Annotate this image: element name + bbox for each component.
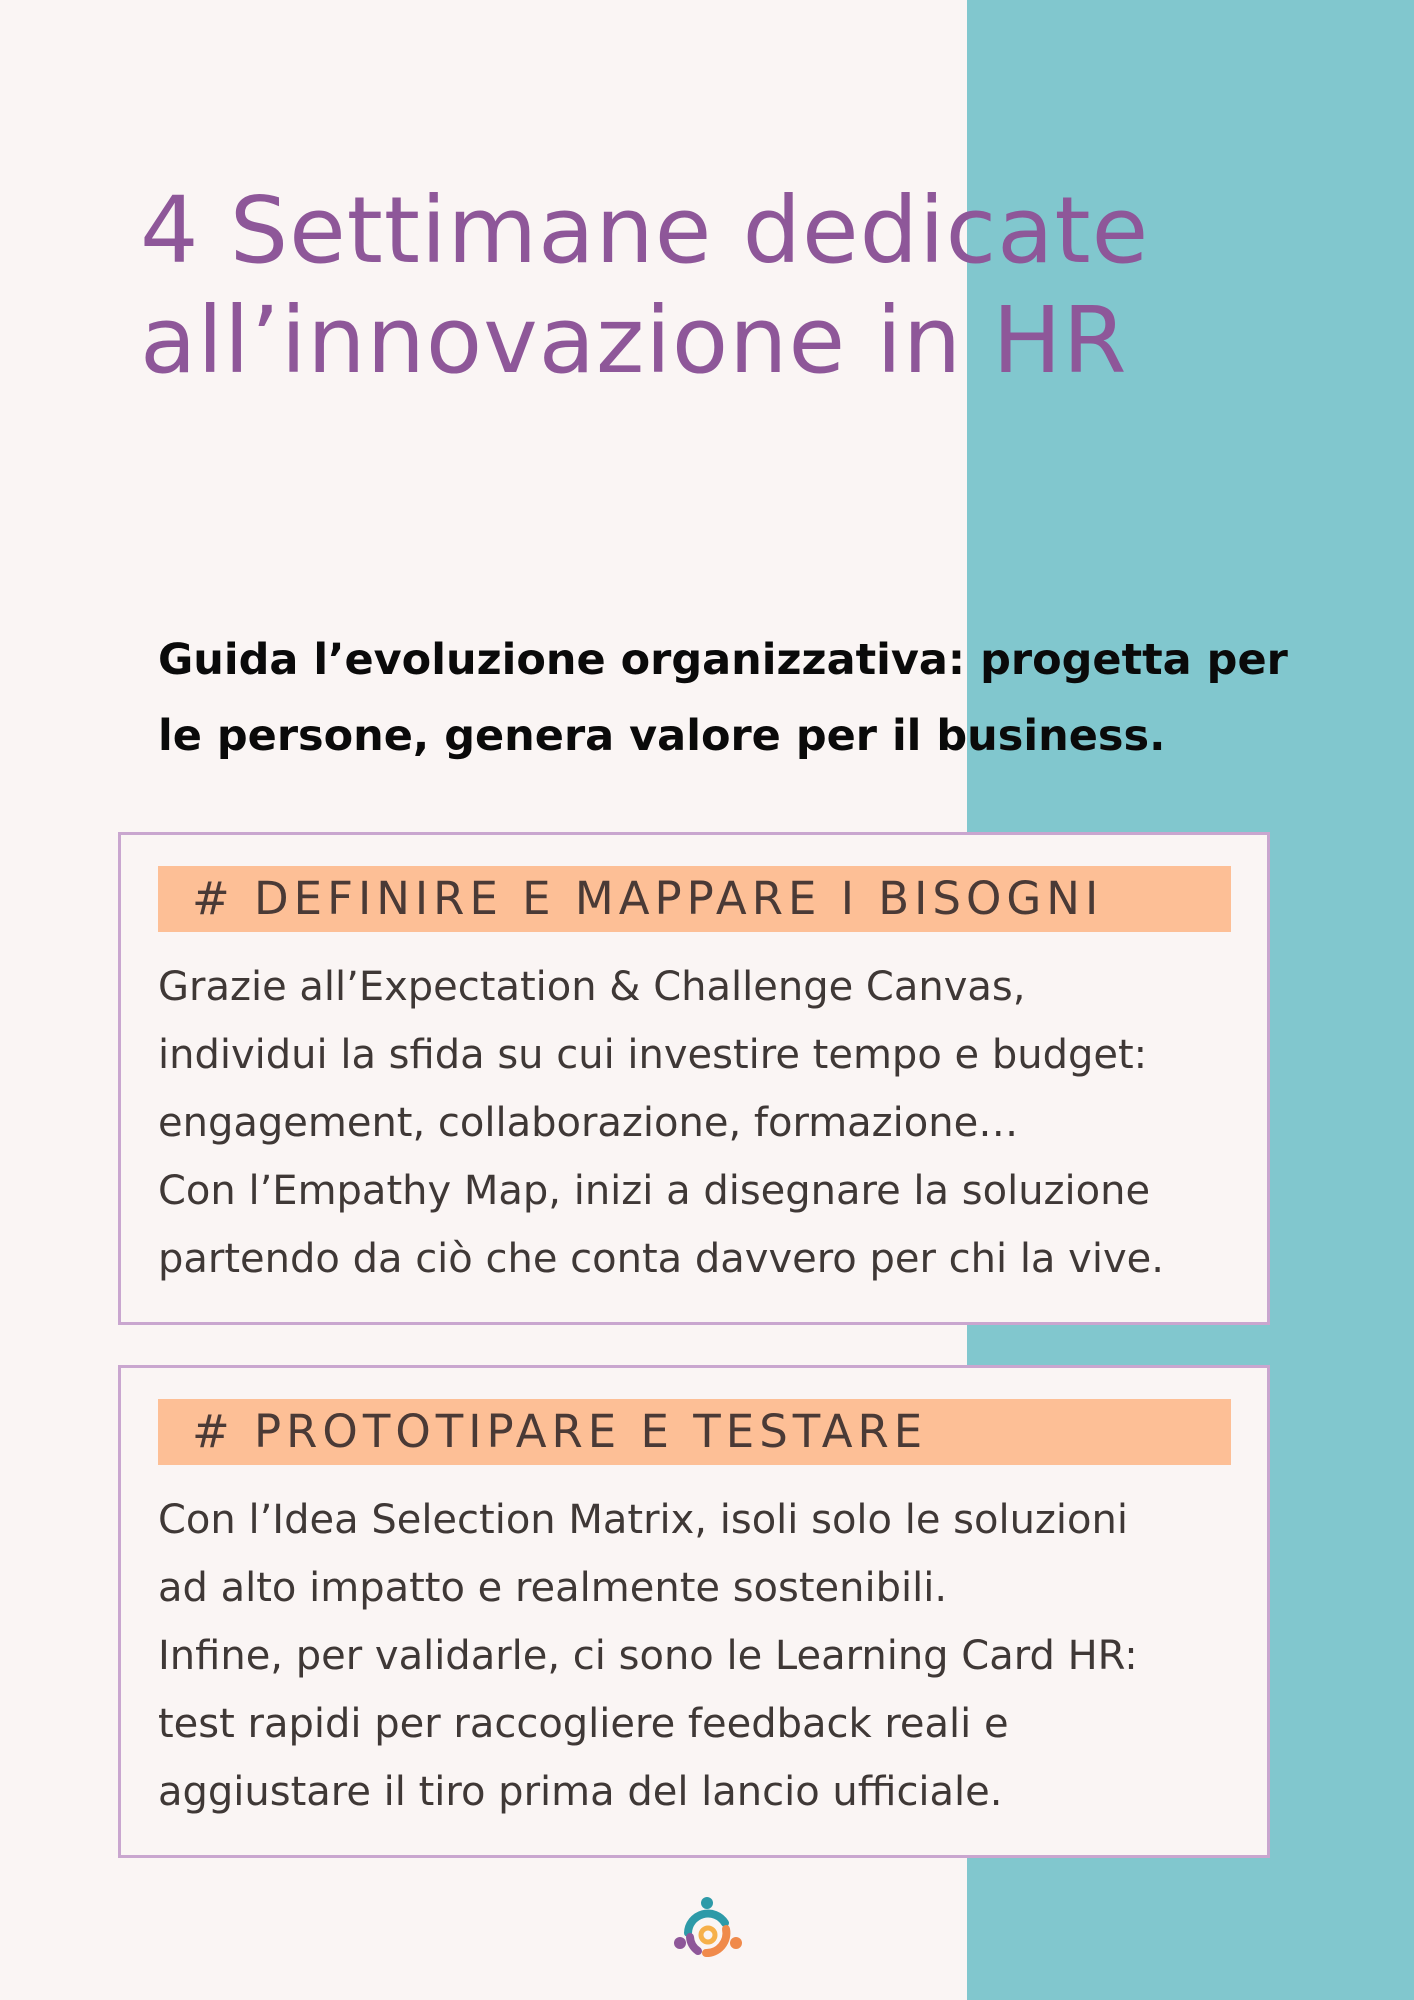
section-body-line: Con l’Empathy Map, inizi a disegnare la soluzione (158, 1168, 1151, 1214)
section-body-line: partendo da ciò che conta davvero per chi la vive. (158, 1236, 1164, 1282)
section-body-line: aggiustare il tiro prima del lancio ufficiale. (158, 1769, 1003, 1815)
section-body-line: test rapidi per raccogliere feedback reali e (158, 1701, 1009, 1747)
page-subtitle-line-2: le persone, genera valore per il business. (158, 711, 1166, 761)
section-body-line: Grazie all’Expectation & Challenge Canvas, (158, 964, 1026, 1010)
section-heading: # PROTOTIPARE E TESTARE (158, 1399, 1231, 1465)
section-heading: # DEFINIRE E MAPPARE I BISOGNI (158, 866, 1231, 932)
section-body-line: individui la sfida su cui investire tempo e budget: (158, 1032, 1148, 1078)
section-card-prototype (118, 1365, 1270, 1858)
page-title-line-2: all’innovazione in HR (140, 287, 1128, 394)
section-body-line: engagement, collaborazione, formazione… (158, 1100, 1019, 1146)
page-subtitle (158, 622, 1408, 774)
section-body-line: ad alto impatto e realmente sostenibili. (158, 1565, 948, 1611)
section-card-define (118, 832, 1270, 1325)
page-subtitle-line-1: Guida l’evoluzione organizzativa: progetta per (158, 635, 1288, 685)
section-body-line: Infine, per validarle, ci sono le Learning Card HR: (158, 1633, 1138, 1679)
section-body-line: Con l’Idea Selection Matrix, isoli solo le soluzioni (158, 1497, 1128, 1543)
people-circle-logo-icon (670, 1893, 750, 1973)
section-body (158, 1486, 1258, 1826)
section-body (158, 953, 1258, 1293)
page-title (140, 176, 1340, 396)
page-title-line-1: 4 Settimane dedicate (140, 177, 1150, 284)
